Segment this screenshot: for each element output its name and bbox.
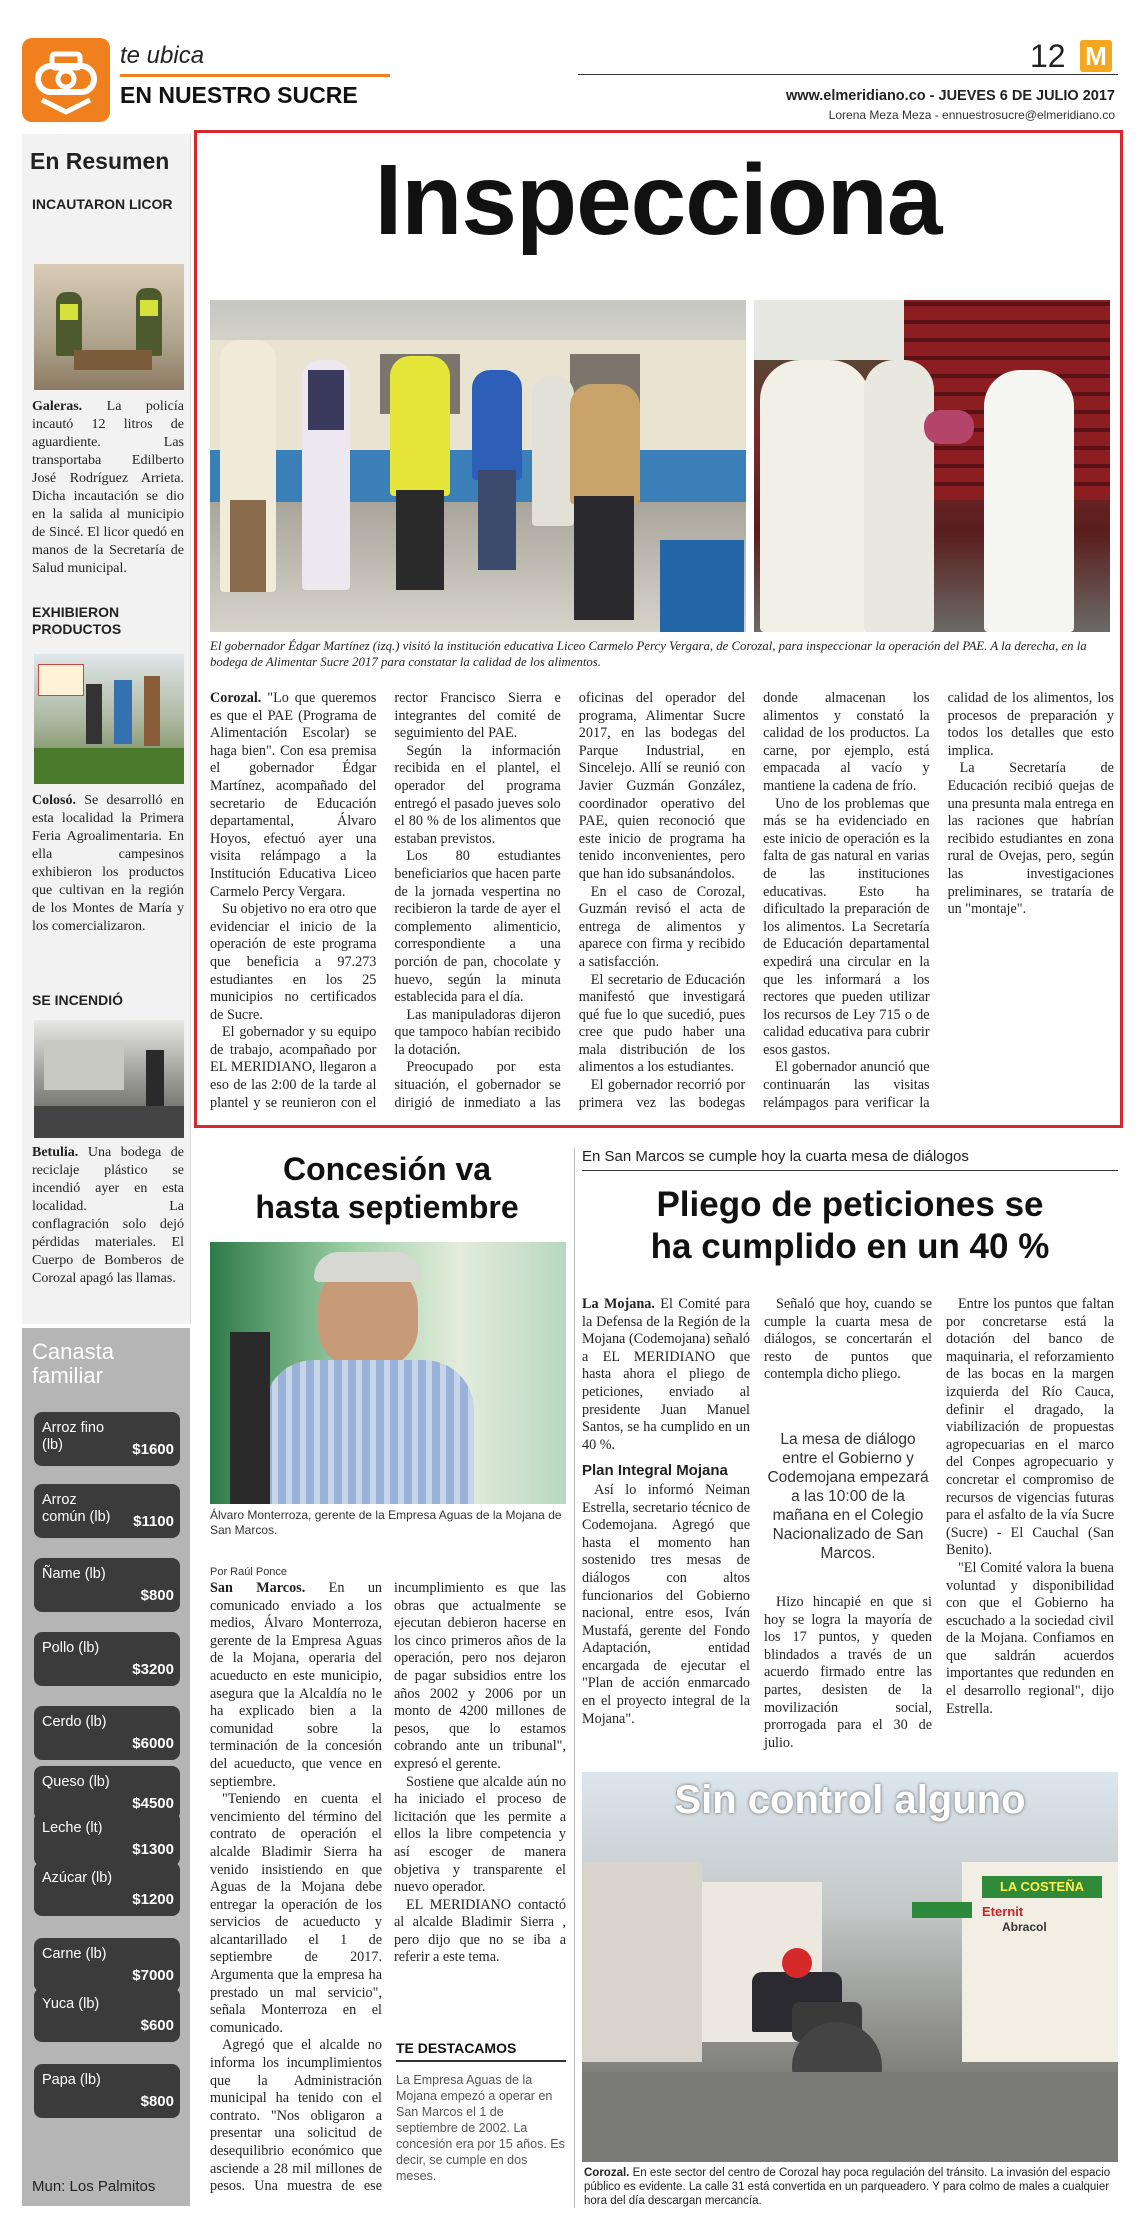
section-subtitle: te ubica [120, 42, 205, 69]
main-photo-caption: El gobernador Édgar Martínez (izq.) visitó la institución educativa Liceo Carmelo Percy Vergara, de Corozal, para inspeccionar la operación del PAE. A la derecha, en la bodega de Alimentar Sucre 2017 para constatar la calidad de los alimentos. [210, 639, 1087, 669]
location-icon [22, 38, 110, 122]
price-item-name: Leche (lt) [42, 1820, 103, 1836]
concesion-body: San Marcos. En un comunicado enviado a los medios, Álvaro Monterroza, gerente de la Empresa Aguas de la Mojana, operaria del acueducto en este municipio, asegura que la Alcaldía no le ha explicado bien a la comunidad sobre la terminación de la concesión del acueducto, que vence en septiembre. "Teniendo en cuenta el vencimiento del término del contrato de operación el alcalde Bladimir Sierra ha venido insistiendo en que Aguas de la Mojana debe entregar la operación de los servicios de acueducto y alcantarillado el 1 de septiembre de 2017. Argumenta que la empresa ha prestado un mal servicio", señala Monterroza en el comunicado. Agregó que el alcalde no informa los incumplimientos que la Administración municipal ha tenido con el contrato. "Nos obligaron a presentar una solicitud de desequilibrio económico que asciende a 28 mil millones de pesos. Una muestra de ese incumplimiento es que las obras que actualmente se ejecutan debieron hacerse en los cinco primeros años de la operación, pero nos dejaron de pagar subsidios entre los años 2002 y 2006 por un monto de 4200 millones de pesos, que lo estamos cobrando ante un tribunal", expresó el gerente. Sostiene que alcalde aún no ha iniciado el proceso de licitación que les permite a ellos la libre competencia y así escoger de manera objetiva y transparente el nuevo operador. EL MERIDIANO contactó al alcalde Bladimir Sierra , pero dijo que no se iba a referir a este tema. [210, 1580, 566, 2195]
price-item-value: $800 [140, 2093, 174, 2110]
price-item-name: Carne (lb) [42, 1946, 107, 1962]
sidebar-left [22, 134, 191, 1324]
price-item-name: Azúcar (lb) [42, 1870, 113, 1886]
price-item-name: Cerdo (lb) [42, 1714, 107, 1730]
price-item-name: Arroz fino (lb) [42, 1420, 105, 1453]
main-headline: Inspecciona [374, 144, 942, 256]
street-sign-eternit: Eternit [982, 1904, 1024, 1919]
price-item-value: $1300 [132, 1841, 174, 1858]
price-item-name: Pollo (lb) [42, 1640, 100, 1656]
price-item [34, 1988, 180, 2042]
photo-street [582, 1772, 1118, 2162]
price-item-value: $600 [140, 2017, 174, 2034]
section-underline [120, 74, 390, 77]
destacamos-text: La Empresa Aguas de la Mojana empezó a operar en San Marcos el 1 de septiembre de 2002. La concesión era por 15 años. Es decir, se cumple en dos meses. [396, 2073, 565, 2183]
concesion-byline: Por Raúl Ponce [210, 1566, 288, 1578]
price-item-value: $4500 [132, 1795, 174, 1812]
author-email: Lorena Meza Meza - ennuestrosucre@elmeridiano.co [828, 108, 1115, 122]
section-title: EN NUESTRO SUCRE [120, 82, 358, 108]
price-item [34, 1412, 180, 1466]
photo-police [34, 264, 184, 390]
pliego-subhead: Plan Integral Mojana [582, 1462, 728, 1480]
municipality-label: Mun: Los Palmitos [32, 2178, 156, 2195]
photo-monterroza [210, 1242, 566, 1504]
street-sign-costena: LA COSTEÑA [982, 1876, 1102, 1898]
pliego-rule [582, 1170, 1118, 1171]
price-item-name: Papa (lb) [42, 2072, 101, 2088]
sidebar-heading-incendio: SE INCENDIÓ [32, 992, 124, 1008]
price-item [34, 1938, 180, 1992]
price-item-name: Ñame (lb) [42, 1566, 106, 1582]
brand-logo: M [1080, 40, 1112, 72]
price-item [34, 1484, 180, 1538]
sidebar-heading-productos: EXHIBIERON PRODUCTOS [32, 604, 122, 637]
price-item-value: $6000 [132, 1735, 174, 1752]
main-story-body: Corozal. "Lo que queremos es que el PAE (Programa de Alimentación Escolar) se haga bien". Con esa premisa el gobernador Édgar Martínez, acompañado del secretario de Educación departamental, Álvaro Hoyos, efectuó ayer una visita relámpago a la Institución Educativa Liceo Carmelo Percy Vergara. Su objetivo no era otro que evidenciar el inicio de la operación de este programa que beneficia a 97.273 estudiantes en los 25 municipios no certificados de Sucre. El gobernador y su equipo de trabajo, acompañado por EL MERIDIANO, llegaron a eso de las 2:00 de la tarde al plantel y se reunieron con el rector Francisco Sierra e integrantes del comité de seguimiento del PAE. Según la información recibida en el plantel, el operador del programa entregó el pasado jueves solo el 80 % de los alimentos que estaban previstos. Los 80 estudiantes beneficiarios que hacen parte de la jornada vespertina no recibieron la tarde de ayer el complemento alimenticio, correspondiente a una porción de pan, chocolate y huevo, según la minuta establecida para el día. Las manipuladoras dijeron que tampoco habían recibido la dotación. Preocupado por esta situación, el gobernador se dirigió de inmediato a las oficinas del operador del programa, Alimentar Sucre 2017, en las bodegas del Parque Industrial, en Sincelejo. Allí se reunió con Javier Guzmán González, coordinador operativo del PAE, quien reconoció que este inicio de programa ha tenido inconvenientes, pero que han ido subsanándolos. En el caso de Corozal, Guzmán revisó el acta de entrega de alimentos y aparece con firma y recibido a satisfacción. El secretario de Educación manifestó que investigará qué fue lo que sucedió, pues cree que pudo haber una mala distribución de los alimentos a los estudiantes. El gobernador recorrió por primera vez las bodegas donde almacenan los alimentos y constató la calidad de los productos. La carne, por ejemplo, está empacada al vacío y mantiene la cadena de frío. Uno de los problemas que más se ha evidenciado en este inicio de operación es la falta de gas natural en varias de las instituciones educativas. Esto ha dificultado la preparación de los alimentos. La Secretaría de Educación departamental expedirá una circular en la que les informará a los rectores que pueden utilizar los recursos de Ley 715 o de calidad educativa para cubrir esos gastos. El gobernador anunció que continuarán las visitas relámpagos para verificar la calidad de los alimentos, los procesos de preparación y todos los detalles que esto implica. La Secretaría de Educación recibió quejas de una presunta mala entrega en las raciones que habrían recibido estudiantes en zona rural de Ovejas, pero, según las investigaciones preliminares, se trataría de un "montaje". [210, 690, 1114, 1111]
price-item-value: $7000 [132, 1967, 174, 1984]
sidebar-text-licor: Galeras. La policía incautó 12 litros de aguardiente. Las transportaba Edilberto José Rodríguez Arrieta. Dicha incautación se dio en la salida al municipio de Sincé. El licor quedó en manos de la Secretaría de Salud municipal. [32, 399, 184, 576]
price-item [34, 1862, 180, 1916]
price-item-name: Queso (lb) [42, 1774, 110, 1790]
pliego-col2b: Hizo hincapié en que si hoy se logra la mayoría de los 17 puntos, y queden blindados a través de un acuerdo firmado entre las partes, desisten de la movilización social, prorrogada para el 30 de julio. [764, 1594, 932, 1751]
pliego-col1: La Mojana. El Comité para la Defensa de la Región de la Mojana (Codemojana) señaló a EL MERIDIANO que hasta ahora el pliego de peticiones, enviado al presidente Juan Manuel Santos, se ha cumplido en un 40 %. Plan Integral Mojana Así lo informó Neiman Estrella, secretario técnico de Codemojana. Agregó que hasta el momento han sostenido tres mesas de diálogos con altos funcionarios del Gobierno nacional, entre esos, Iván Mustafá, gerente del Fondo Adaptación, entidad encargada de ejecutar el "Plan de acción enmarcado en el proyecto integral de la Mojana". [582, 1296, 750, 1727]
price-item-value: $1100 [133, 1513, 174, 1530]
pliego-pullquote: La mesa de diálogo entre el Gobierno y Codemojana empezará a las 10:00 de la mañana en el Colegio Nacionalizado de San Marcos. [767, 1431, 929, 1562]
sidebar-text-productos: Colosó. Se desarrolló en esta localidad la Primera Feria Agroalimentaria. En ella campesinos exhibieron los productos que cultivan en la región de los Montes de María y los comercializaron. [32, 793, 184, 934]
pliego-kicker: En San Marcos se cumple hoy la cuarta mesa de diálogos [582, 1148, 969, 1165]
site-date: www.elmeridiano.co - JUEVES 6 DE JULIO 2017 [785, 88, 1115, 104]
concesion-caption: Álvaro Monterroza, gerente de la Empresa Aguas de la Mojana de San Marcos. [210, 1508, 562, 1537]
photo-warehouse [754, 300, 1110, 632]
sidebar-text-incendio: Betulia. Una bodega de reciclaje plástico se incendió ayer en esta localidad. La conflagración solo dejó pérdidas materiales. El Cuerpo de Bomberos de Corozal apagó las llamas. [32, 1145, 184, 1286]
canasta-title: Canasta familiar [32, 1339, 114, 1388]
price-item-name: Yuca (lb) [42, 1996, 100, 2012]
destacamos-box [396, 2040, 566, 2206]
price-item-value: $1600 [132, 1441, 174, 1458]
canasta-panel [22, 1328, 190, 2206]
price-item [34, 1812, 180, 1866]
street-sign-abracol: Abracol [1002, 1920, 1047, 1934]
price-item [34, 2064, 180, 2118]
photo-incendio [34, 1020, 184, 1138]
pliego-col2: Señaló que hoy, cuando se cumple la cuarta mesa de diálogos, se concertarán el resto de puntos que contempla dicho pliego. [764, 1296, 932, 1383]
price-item [34, 1558, 180, 1612]
price-item [34, 1632, 180, 1686]
price-item [34, 1706, 180, 1760]
price-item-value: $1200 [132, 1891, 174, 1908]
concesion-headline: Concesión va hasta septiembre [255, 1151, 519, 1225]
sin-control-caption: Corozal. En este sector del centro de Corozal hay poca regulación del tránsito. La invasión del espacio público es evidente. La calle 31 está convertida en un parqueadero. Y para colmo de males a cualquier hora del día descargan mercancía. [584, 2167, 1111, 2207]
pliego-headline: Pliego de peticiones se ha cumplido en un 40 % [650, 1185, 1050, 1266]
sidebar-heading-licor: INCAUTARON LICOR [32, 196, 173, 212]
destacamos-title: TE DESTACAMOS [396, 2040, 566, 2062]
page-number: 12 [1030, 38, 1066, 74]
photo-feria [34, 654, 184, 784]
price-item-value: $800 [140, 1587, 174, 1604]
sidebar-title: En Resumen [30, 148, 170, 174]
column-divider [574, 1148, 575, 2208]
price-item-value: $3200 [132, 1661, 174, 1678]
photo-school-visit [210, 300, 746, 632]
section-logo [22, 38, 110, 122]
sin-control-headline: Sin control alguno [674, 1778, 1026, 1822]
price-item-name: Arroz común (lb) [42, 1492, 111, 1525]
pliego-col3: Entre los puntos que faltan por concretarse está la dotación del banco de maquinaria, el reforzamiento de las bocas en la margen izquierda del Río Cauca, definir el dragado, la viabilización de propuestas agropecuarias en el marco del Conpes agropecuario y concretar el compromiso de recursos de vigencias futuras para el asfalto de la vía Sucre (Sucre) - El Cauchal (San Benito). "El Comité valora la buena voluntad y disponibilidad con que el Gobierno ha escuchado a la sociedad civil de la Mojana. Confiamos en que saldrán acuerdos importantes que redunden en el desarrollo regional", dijo Estrella. [946, 1296, 1114, 1717]
